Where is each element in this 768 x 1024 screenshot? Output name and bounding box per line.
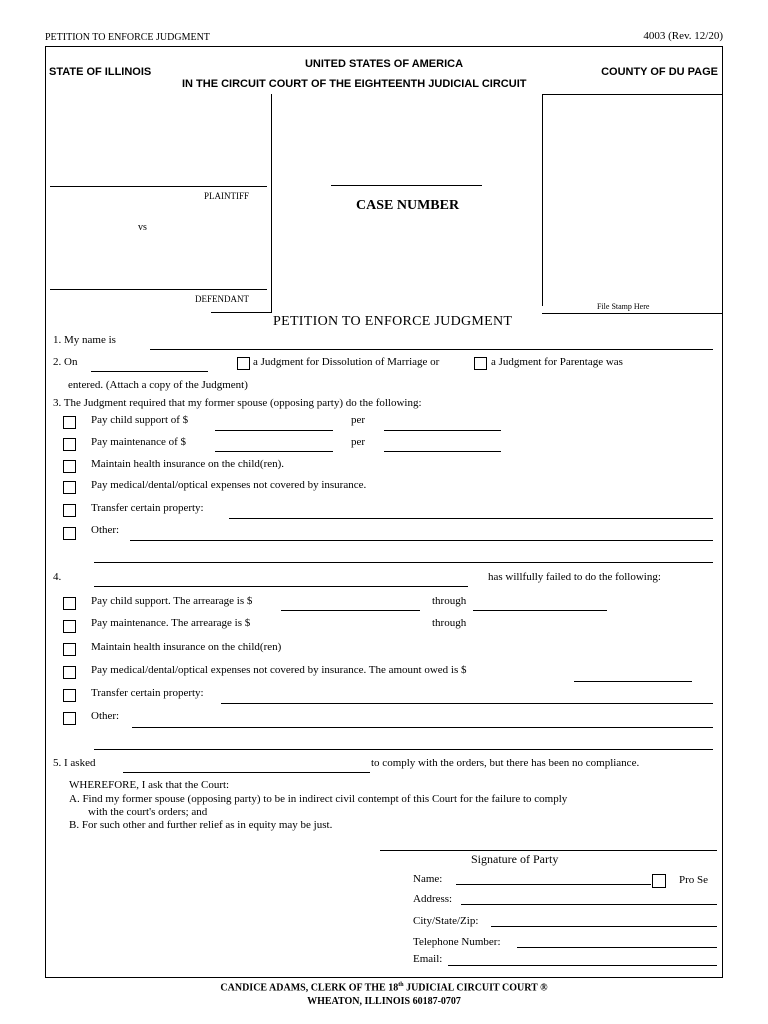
- item3-intro: 3. The Judgment required that my former spouse (opposing party) do the following:: [53, 397, 422, 409]
- stamp-box-bottom: [542, 313, 723, 314]
- item4-child-support-label: Pay child support. The arrearage is $: [91, 595, 253, 607]
- item4-property-field[interactable]: [221, 703, 713, 704]
- sig-address-label: Address:: [413, 893, 453, 905]
- item4-medical-label: Pay medical/dental/optical expenses not covered by insurance. The amount owed is $: [91, 664, 467, 676]
- court-label: IN THE CIRCUIT COURT OF THE EIGHTEENTH JUDICIAL CIRCUIT: [182, 78, 527, 90]
- county-label: COUNTY OF DU PAGE: [601, 66, 718, 78]
- file-stamp-label: File Stamp Here: [597, 302, 650, 311]
- item3-child-support-period[interactable]: [384, 430, 501, 431]
- item3-child-support-label: Pay child support of $: [91, 414, 189, 426]
- stamp-box-top: [542, 94, 723, 95]
- dissolution-checkbox[interactable]: [237, 357, 250, 370]
- item4-health-label: Maintain health insurance on the child(ren): [91, 641, 282, 653]
- item3-health-label: Maintain health insurance on the child(ren).: [91, 458, 285, 470]
- item3-other-label: Other:: [91, 524, 120, 536]
- item4-failed-label: has willfully failed to do the following:: [488, 571, 661, 583]
- signature-field[interactable]: [380, 850, 717, 851]
- item3-medical-checkbox[interactable]: [63, 481, 76, 494]
- footer-clerk-post: JUDICIAL CIRCUIT COURT ®: [403, 982, 548, 994]
- sig-city-field[interactable]: [491, 926, 717, 927]
- dissolution-label: a Judgment for Dissolution of Marriage or: [253, 356, 440, 368]
- item3-other-checkbox[interactable]: [63, 527, 76, 540]
- item3-child-support-per: per: [351, 414, 366, 426]
- name-field[interactable]: [150, 349, 713, 350]
- state-label: STATE OF ILLINOIS: [49, 66, 152, 78]
- item1-label: 1. My name is: [53, 334, 116, 346]
- plaintiff-field[interactable]: [50, 186, 267, 187]
- item4-medical-checkbox[interactable]: [63, 666, 76, 679]
- item3-maintenance-amount[interactable]: [215, 451, 333, 452]
- sig-phone-label: Telephone Number:: [413, 936, 501, 948]
- item3-medical-label: Pay medical/dental/optical expenses not covered by insurance.: [91, 479, 367, 491]
- item3-property-field[interactable]: [229, 518, 713, 519]
- case-number-field[interactable]: [331, 185, 482, 186]
- entered-label: entered. (Attach a copy of the Judgment): [68, 379, 248, 391]
- sig-email-label: Email:: [413, 953, 443, 965]
- item4-child-support-arrearage[interactable]: [281, 610, 420, 611]
- pro-se-label: Pro Se: [679, 874, 709, 886]
- caption-left-divider: [271, 94, 272, 312]
- item4-property-label: Transfer certain property:: [91, 687, 204, 699]
- wherefore-b: B. For such other and further relief as in equity may be just.: [69, 819, 333, 831]
- item3-property-checkbox[interactable]: [63, 504, 76, 517]
- parentage-label: a Judgment for Parentage was: [491, 356, 623, 368]
- item5-party-field[interactable]: [123, 772, 370, 773]
- wherefore-a-line1: A. Find my former spouse (opposing party) to be in indirect civil contempt of this Court for the failure to comply: [69, 793, 568, 805]
- plaintiff-label: PLAINTIFF: [204, 191, 250, 201]
- stamp-box-left: [542, 94, 543, 306]
- item3-health-checkbox[interactable]: [63, 460, 76, 473]
- item3-property-label: Transfer certain property:: [91, 502, 204, 514]
- sig-phone-field[interactable]: [517, 947, 717, 948]
- country-label: UNITED STATES OF AMERICA: [304, 58, 464, 70]
- item4-other-checkbox[interactable]: [63, 712, 76, 725]
- item4-child-support-through: through: [432, 595, 467, 607]
- item4-property-checkbox[interactable]: [63, 689, 76, 702]
- sig-name-field[interactable]: [456, 884, 651, 885]
- item5-comply-label: to comply with the orders, but there has been no compliance.: [371, 757, 640, 769]
- defendant-label: DEFENDANT: [195, 294, 249, 304]
- footer-clerk-sup: th: [398, 982, 404, 988]
- item4-other-field[interactable]: [132, 727, 713, 728]
- caption-left-bottom: [211, 312, 272, 313]
- sig-email-field[interactable]: [448, 965, 717, 966]
- item3-maintenance-per: per: [351, 436, 366, 448]
- item4-medical-amount[interactable]: [574, 681, 692, 682]
- item4-maintenance-through: through: [432, 617, 467, 629]
- footer-clerk: [0, 982, 768, 993]
- item3-child-support-checkbox[interactable]: [63, 416, 76, 429]
- form-title-small: PETITION TO ENFORCE JUDGMENT: [45, 32, 210, 43]
- item3-maintenance-label: Pay maintenance of $: [91, 436, 186, 448]
- item4-other-label: Other:: [91, 710, 120, 722]
- defendant-field[interactable]: [50, 289, 267, 290]
- sig-city-label: City/State/Zip:: [413, 915, 479, 927]
- vs-label: vs: [138, 222, 147, 233]
- item4-other-field-2[interactable]: [94, 749, 713, 750]
- item3-other-field-2[interactable]: [94, 562, 713, 563]
- footer-clerk-pre: CANDICE ADAMS, CLERK OF THE 18: [220, 982, 399, 994]
- item3-other-field[interactable]: [130, 540, 713, 541]
- signature-label: Signature of Party: [471, 852, 559, 866]
- item4-health-checkbox[interactable]: [63, 643, 76, 656]
- wherefore-a-line2: with the court's orders; and: [88, 806, 208, 818]
- judgment-date-field[interactable]: [91, 371, 208, 372]
- case-number-label: CASE NUMBER: [356, 198, 460, 213]
- parentage-checkbox[interactable]: [474, 357, 487, 370]
- item4-child-support-through-date[interactable]: [473, 610, 607, 611]
- item3-child-support-amount[interactable]: [215, 430, 333, 431]
- pro-se-checkbox[interactable]: [652, 874, 666, 888]
- item4-maintenance-label: Pay maintenance. The arrearage is $: [91, 617, 251, 629]
- form-number: 4003 (Rev. 12/20): [643, 30, 723, 42]
- item4-maintenance-checkbox[interactable]: [63, 620, 76, 633]
- footer-address: WHEATON, ILLINOIS 60187-0707: [307, 996, 461, 1007]
- sig-address-field[interactable]: [461, 904, 717, 905]
- item4-party-field[interactable]: [94, 586, 468, 587]
- sig-name-label: Name:: [413, 873, 443, 885]
- item2-on-label: 2. On: [53, 356, 78, 368]
- item4-child-support-checkbox[interactable]: [63, 597, 76, 610]
- item3-maintenance-period[interactable]: [384, 451, 501, 452]
- item4-num: 4.: [53, 571, 62, 583]
- document-title: PETITION TO ENFORCE JUDGMENT: [273, 314, 513, 329]
- wherefore-intro: WHEREFORE, I ask that the Court:: [69, 779, 230, 791]
- item3-maintenance-checkbox[interactable]: [63, 438, 76, 451]
- item5-asked-label: 5. I asked: [53, 757, 96, 769]
